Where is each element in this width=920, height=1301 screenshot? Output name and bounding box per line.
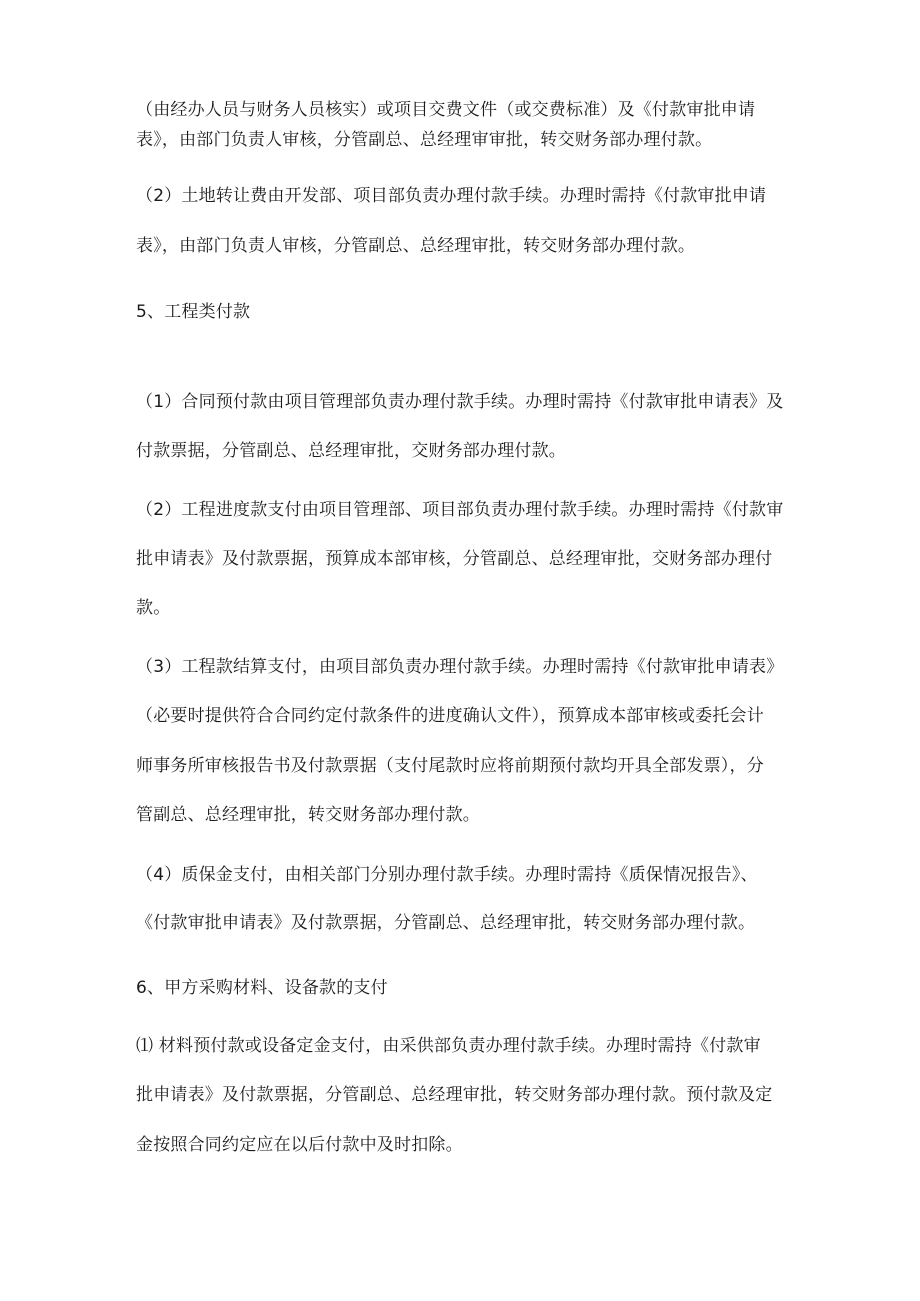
paragraph-line: 师事务所审核报告书及付款票据（支付尾款时应将前期预付款均开具全部发票），分	[136, 756, 764, 776]
section-heading: 5、工程类付款	[136, 302, 251, 322]
paragraph-line: （3）工程款结算支付，由项目部负责办理付款手续。办理时需持《付款审批申请表》	[136, 657, 784, 677]
paragraph-line: 金按照合同约定应在以后付款中及时扣除。	[136, 1135, 463, 1155]
paragraph-line: 管副总、总经理审批，转交财务部办理付款。	[136, 805, 480, 825]
paragraph-line: 款。	[136, 598, 171, 618]
paragraph-line: 表》，由部门负责人审核，分管副总、总经理审批，转交财务部办理付款。	[136, 236, 696, 256]
paragraph-line: （必要时提供符合合同约定付款条件的进度确认文件），预算成本部审核或委托会计	[136, 706, 764, 726]
paragraph-line: 批申请表》及付款票据，预算成本部审核，分管副总、总经理审批，交财务部办理付	[136, 549, 773, 569]
paragraph-line: （4）质保金支付，由相关部门分别办理付款手续。办理时需持《质保情况报告》、	[136, 865, 758, 885]
paragraph-line: 《付款审批申请表》及付款票据，分管副总、总经理审批，转交财务部办理付款。	[136, 913, 756, 933]
section-heading: 6、甲方采购材料、设备款的支付	[136, 978, 388, 998]
paragraph-line: ⑴ 材料预付款或设备定金支付，由采供部负责办理付款手续。办理时需持《付款审	[136, 1036, 761, 1056]
paragraph-line: （由经办人员与财务人员核实）或项目交费文件（或交费标准）及《付款审批申请	[136, 100, 756, 120]
paragraph-line: 付款票据，分管副总、总经理审批，交财务部办理付款。	[136, 441, 566, 461]
paragraph-line: （1）合同预付款由项目管理部负责办理付款手续。办理时需持《付款审批申请表》及	[136, 392, 784, 412]
paragraph-line: 表》，由部门负责人审核，分管副总、总经理审审批，转交财务部办理付款。	[136, 130, 713, 150]
paragraph-line: 批申请表》及付款票据，分管副总、总经理审批，转交财务部办理付款。预付款及定	[136, 1085, 773, 1105]
paragraph-line: （2）土地转让费由开发部、项目部负责办理付款手续。办理时需持《付款审批申请	[136, 186, 767, 206]
paragraph-line: （2）工程进度款支付由项目管理部、项目部负责办理付款手续。办理时需持《付款审	[136, 500, 784, 520]
